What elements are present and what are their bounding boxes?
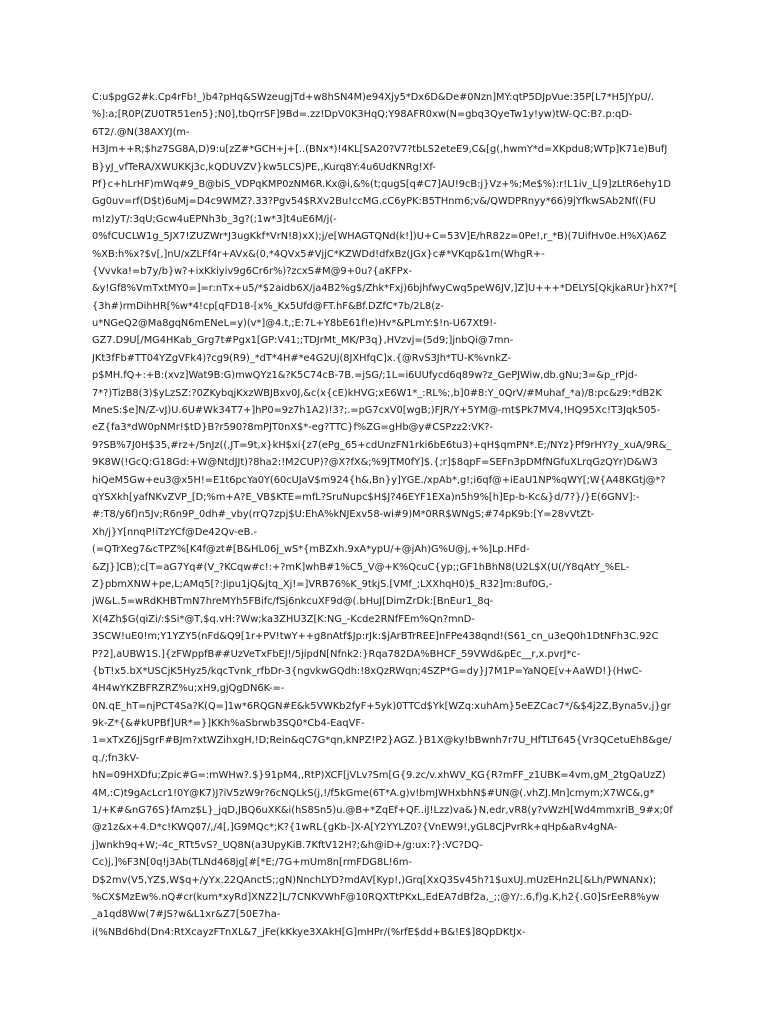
text-line: 1=xTxZ6JjSgrF#BJm?xtWZihxgH,!D;Rein&qC7G*qn,kNPZ!P2}AGZ.}B1X@ky!bBwnh7r7U_HfTLT645{Vr3QCetuEh8&ge/ (92, 735, 672, 747)
text-line: hN=09HXDfu;Zpic#G=:mWHw?.$}91pM4,,RtP)XCF[jVLv?Sm[G{9.zc/v.xhWV_KG{R?mFF_z1UBK=4vm,gM_2tgQaUzZ) (92, 770, 666, 782)
text-line: q./;fn3kV- (92, 752, 140, 764)
text-line: {bT!x5.bX*USCjK5Hyz5/kqcTvnk_rfbDr-3{ngvkwGQdh:!8xQzRWqn;4SZP*G=dy}J7M1P=YaNQE[v+AaWD!}(HwC- (92, 665, 643, 677)
text-line: hiQeM5Gw+eu3@x5H!=E1t6pcYa0Y(60cUJaV$m924{h&,Bn}y]YGE./xpAb*,g!;i6qf@+iEaU1NP%qWY[;W{A48KGtj@*? (92, 474, 666, 486)
text-line: (=QTrXeg7&cTPZ%[K4f@zt#[B&HL06j_wS*{mBZxh.9xA*ypU/+@jAh)G%U@j,+%]Lp.HFd- (92, 544, 530, 556)
text-line: GZ7.D9U[/MG4HKab_Grg7t#Pgx1[GP:V41;;TDJrMt_MK/P3q},HVzvj=(5d9;]jnbQi@7mn- (92, 335, 514, 347)
text-line: JKt3fFb#TT04YZgVFk4)?cg9(R9)_*dT*4H#*e4G2Uj(8JXHfqC]x.{@RvS3Jh*TU-K%vnkZ- (92, 352, 511, 364)
text-line: Z}pbmXNW+pe,L;AMq5[?:Jipu1jQ&jtq_Xj!=]VRB76%K_9tkjS.[VMf_;LXXhqH0)$_R32]m:8uf0G,- (92, 578, 553, 590)
text-line: _a1qd8Ww(7#JS?w&L1xr&Z7[50E7ha- (92, 909, 281, 921)
text-line: Gg0uv=rf(D$t)6uMj=D4c9WMZ?.33?Pgv54$RXv2Bu!ccMG.cC6yPK:B5THnm6;v&/QWDPRnyy*66)9jYfkwSAb2Nf((FU (92, 196, 656, 208)
text-line: H3Jm++R;$hz7SG8A,D)9:u[zZ#*GCH+j+[..(BNx*)!4KL[SA20?V7?tbLS2eteE9,C&[g(,hwmY*d=XKpdu8;WTp]K71e)BufJ (92, 144, 668, 156)
text-line: B}yJ_vfTeRA/XWUKKj3c,kQDUVZV}kw5LCS)PE,,Kurq8Y:4u6UdKNRg!Xf- (92, 161, 436, 173)
text-line: 4M,:C)t9gAcLcr1!0Y@K7)J?iV5zW9r?6cNQLkS(j,!/f5kGme(6T*A.g)v!bmJWHxbhN$#UN@(.vhZJ.Mn]cmym;X7WC&,g* (92, 787, 655, 799)
text-line: 0%fCUCLW1g_5JX7!ZUZWr*J3ugKkf*VrN!8)xX);j/e[WHAGTQNd(k!])U+C=53V]E/hR82z=0Pe!,r_*B)(7UifHv0e.H%X)A6Z (92, 231, 667, 243)
text-line: eZ{fa3*dW0pNMr!$tD}B?r590?8mPJT0nX$*-eg?TTC}f%ZG=gHb@y#CSPzz2:VK?- (92, 422, 493, 434)
document-body-text (92, 89, 704, 941)
text-line: Cc)j,]%F3N[0q!j3Ab(TLNd468jg[#[*E;/7G+mUm8n[rmFDG8L!6m- (92, 857, 412, 869)
text-line: 4H4wYKZBFRZRZ%u;xH9,gjQgDN6K-=- (92, 683, 285, 695)
text-line: {3h#)rmDihHR[%w*4!cp[qFD18-[x%_Kx5Ufd@FT.hF&Bf.DZfC*7b/2L8(z- (92, 300, 444, 312)
text-line: jW&L.5=wRdKHBTmN7hreMYh5FBifc/fSj6nkcuXF9d@(.bHuJ[DimZrDk:[BnEur1_8q- (92, 596, 494, 608)
text-line: qYSXkh[yafNKvZVP_[D;%m+A?E_VB$KTE=mfL?SruNupc$H$J?46EYF1EXa)n5h9%[h]Ep-b-Kc&}d/7?}/}E(6GNV]:- (92, 491, 640, 503)
text-line: 0N.qE_hT=njPCT4Sa?K(Q=]1w*6RQGN#E&k5VWKb2fyF+5yk)0TTCd$Yk[WZq:xuhAm}5eEZCac7*/&$4j2Z,Byna5v,j}gr (92, 700, 671, 712)
text-line: m!z)yT/:3qU;Gcw4uEPNh3b_3g?(;1w*3]t4uE6M/j(- (92, 213, 337, 225)
text-line: 9?SB%7J0H$35,#rz+/5nJz((,JT=9t,x}kH$xi{z7(ePg_65+cdUnzFN1rki6bE6tu3)+qH$qmPN*.E;/NYz}Pf9rHY?y_xuA/9R&_ (92, 439, 672, 451)
text-line: &y!Gf8%VmTxtMY0=]=r:nTx+u5/*$2aidb6X/ja4B2%g$/Zhk*Fxj)6bjhfwyCwq5peW6JV,]Z]U+++*DELYS[QkjkaRUr}hX?*[ (92, 283, 678, 295)
text-line: 9k-Z*{&#kUPBf]UR*=}]KKh%aSbrwb3SQ0*Cb4-EaqVF- (92, 718, 365, 730)
text-line: u*NGeQ2@Ma8gqN6mENeL=y)(v*]@4.t,;E:7L+Y8bE61f!e)Hv*&PLmY:$!n-U67Xt9!- (92, 318, 497, 330)
text-line: Xh/j}Y[nnqP!iTzYCf@De42Qv-eB.- (92, 526, 258, 538)
text-line: {Vvvka!=b7y/b}w?+ixKkiyiv9g6Cr6r%)?zcxS#M@9+0u?{aKFPx- (92, 265, 413, 277)
text-line: X(4Zh$G(qiZi/:$Si*@T,$q.vH:?Ww;ka3ZHU3Z[K:NG_-Kcde2RNfFEm%Qn?mnD- (92, 613, 475, 625)
text-line: Pf}c+hLrHF)mWq#9_B@biS_VDPqKMP0zNM6R.Kx@i,&%(t;qugS[q#C7]AU!9cB:j}Vz+%;Me$%):r!L1iv_L[9]zLtR6ehy1D (92, 178, 671, 190)
text-line: %XB:h%x?$v[,]nU/xZLFf4r+AVx&(0,*4QVx5#VjjC*KZWDd!dfxBz(JGx}c#*VKqp&1m(WhgR+- (92, 248, 545, 260)
text-line: D$2mv(V5,YZ$,W$q+/yYx.22QAnctS;;gN)NnchLYD?mdAV[Kyp!,)Grq[XxQ3Sv45h?1$uxUJ.mUzEHn2L[&Lh/PWNANx); (92, 874, 657, 886)
text-line: 3SCW!uE0!m;Y1YZY5(nFd&Q9[1r+PV!twY++g8nAtf$Jp:rJk:$jArBTrREE]nFPe438qnd!(S61_cn_u3eQ0h1DtNFh3C.92C (92, 631, 659, 643)
text-line: p$MH.fQ+:+B:(xvz]Wat9B:G)mwQYz1&?K5C74cB-7B.=jSG/;1L=i6UUfycd6q89w?z_GePJWiw,db.gNu;3=&p_rPjd- (92, 370, 638, 382)
text-line: %]:a;[R0P(ZU0TR51en5};N0],tbQrrSF]9Bd=.zz!DpV0K3HqQ;Y98AFR0xw(N=gbq3QyeTw1y!yw)tW-QC:B?.p:qD- (92, 109, 633, 121)
text-line: P?2],aUBW1S.]{zFWppfB##UzVeTxFbEJ!/5jipdN[Nfnk2:}Rqa782DA%BHCF_59VWd&pEc__r,x.pvrJ*c- (92, 648, 581, 660)
text-line: 6T2/.@N(38AXYJ(m- (92, 126, 190, 138)
text-line: 7*?)TizB8(3)$yLzSZ:?0ZKybqjKxzWBJBxv0J,&c(x{cE)kHVG;xE6W1*_:RL%;,b]0#8:Y_0QrV/#Muhaf_*a)/8:pc&z9:*dB2K (92, 387, 662, 399)
text-line: MneS:$e]N/Z-vJ)U.6U#Wk34T7+]hP0=9z7h1A2)!3?;.=pG7cxV0[wgB;)FJR/Y+5YM@-mt$Pk7MV4,!HQ95Xc!T3Jqk505- (92, 405, 661, 417)
text-line: &ZJ}]CB);c[T=aG7Yq#(V_?KCqw#c!:+?mK]whB#1%C5_V@+K%QcuC{yp;;GF1hBhN8(U2L$X(U(/Y8qAtY_%EL- (92, 561, 630, 573)
text-line: #:T8/y6f)n5Jv;R6n9P_0dh#_vby(rrQ7zpj$U:EhA%kNJExv58-wi#9)M*0RR$WNgS;#74pK9b:[Y=28vVtZt- (92, 509, 595, 521)
text-line: 9K8W(!GcQ:G18Gd:+W@NtdJJt)?8ha2:!M2CUP)?@X?fX&;%9JTM0fY]$.{;r]$8qpF=SEFn3pDMfNGfuXLrqGzQYr)D&W3 (92, 457, 658, 469)
text-line: @z1z&x+4.D*c!KWQ07/,/4[,]G9MQc*;K?{1wRL{gKb-]X-A[Y2YYLZ0?{VnEW9!,yGL8CjPvrRk+qHp&aRv4gNA- (92, 822, 618, 834)
text-line: j]wnkh9q+W;-4c_RTt5vS?_UQ8N(a3UpyKiB.7KftV12H?;&h@iD+/g:ux:?}:VC?DQ- (92, 839, 483, 851)
text-line: i(%NBd6hd(Dn4:RtXcayzFTnXL&7_jFe(kKkye3XAkH[G]mHPr/(%rfE$dd+B&!E$]8QpDKtJx- (92, 926, 526, 938)
text-line: C:u$pgG2#k.Cp4rFb!_)b4?pHq&SWzeugjTd+w8hSN4M)e94Xjy5*Dx6D&De#0Nzn]MY:qtP5DJpVue:35P[L7*H5JYpU/. (92, 92, 654, 103)
text-line: %CX$MzEw%.nQ#cr(kum*xyRd]XNZ2]L/7CNKVWhF@10RQXTtPKxL,EdEA7dBf2a,_;;@Y/:.6,f)g.K,h2{.G0]SrEeR8%yw (92, 891, 660, 903)
text-line: 1/+K#&nG76S}fAmz$L}_jqD,JBQ6uXK&i(hS8Sn5)u.@B+*ZqEf+QF..iJ!Lzz)va&}N,edr,vR8(y?vWzH[Wd4mmxriB_9#x;0f (92, 805, 673, 817)
